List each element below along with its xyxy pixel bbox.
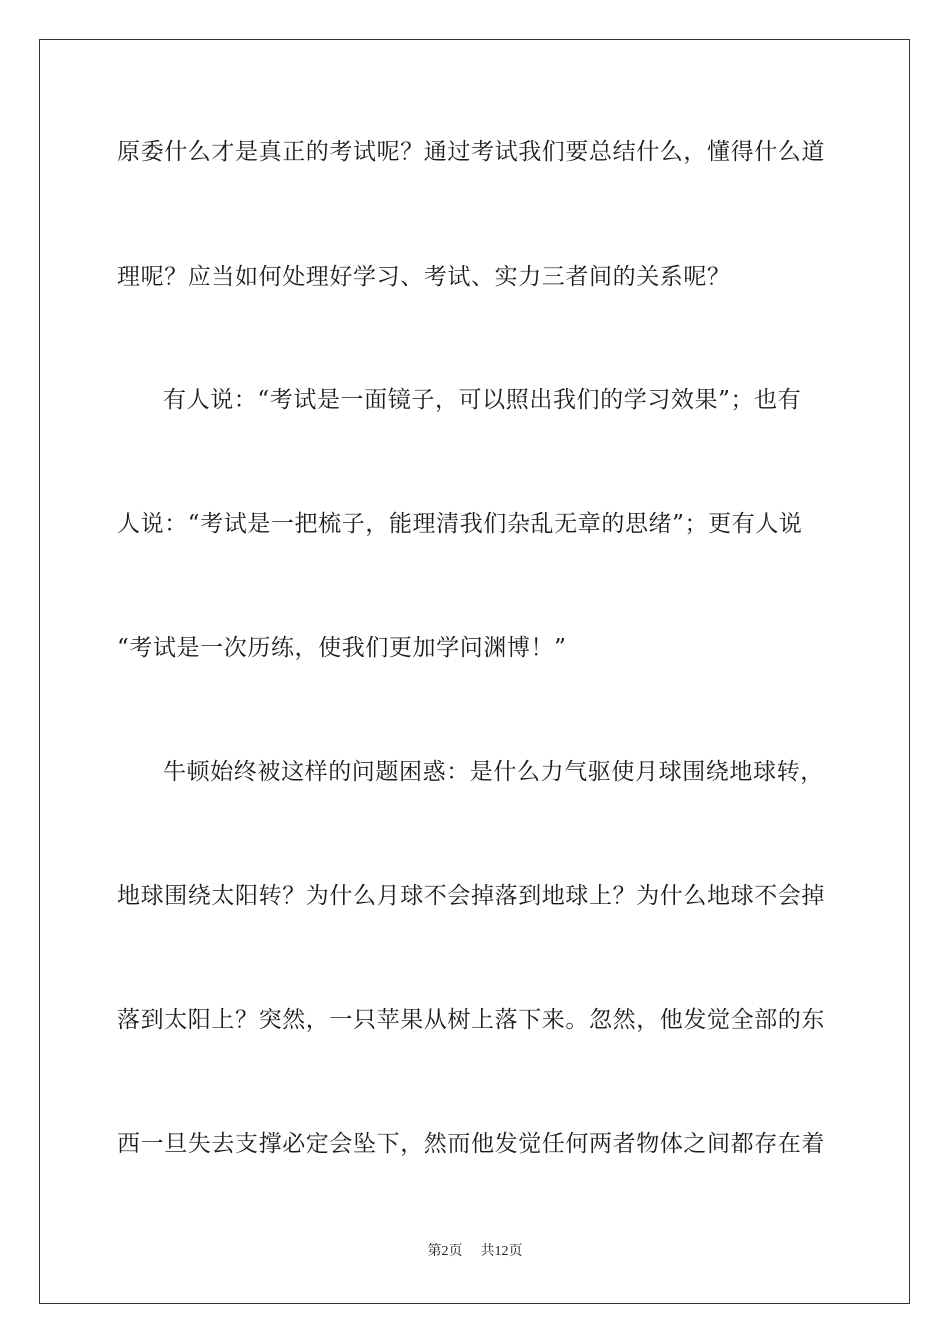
page-footer bbox=[0, 1243, 950, 1261]
text-line-1: 原委什么才是真正的考试呢？通过考试我们要总结什么，懂得什么道 bbox=[117, 139, 825, 165]
text-line-3: 有人说：“考试是一面镜子，可以照出我们的学习效果”；也有 bbox=[163, 387, 802, 413]
text-line-8: 落到太阳上？突然，一只苹果从树上落下来。忽然，他发觉全部的东 bbox=[117, 1007, 825, 1033]
page-border bbox=[39, 39, 910, 1304]
text-line-5: “考试是一次历练，使我们更加学问渊博！” bbox=[117, 635, 567, 661]
text-line-6: 牛顿始终被这样的问题困惑：是什么力气驱使月球围绕地球转， bbox=[163, 759, 824, 785]
text-line-4: 人说：“考试是一把梳子，能理清我们杂乱无章的思绪”；更有人说 bbox=[117, 511, 803, 537]
page-number: 第2页 bbox=[427, 1244, 463, 1259]
text-line-2: 理呢？应当如何处理好学习、考试、实力三者间的关系呢？ bbox=[117, 264, 731, 290]
page-total: 共12页 bbox=[480, 1244, 523, 1259]
text-line-9: 西一旦失去支撑必定会坠下，然而他发觉任何两者物体之间都存在着 bbox=[117, 1131, 825, 1157]
text-line-7: 地球围绕太阳转？为什么月球不会掉落到地球上？为什么地球不会掉 bbox=[117, 883, 825, 909]
